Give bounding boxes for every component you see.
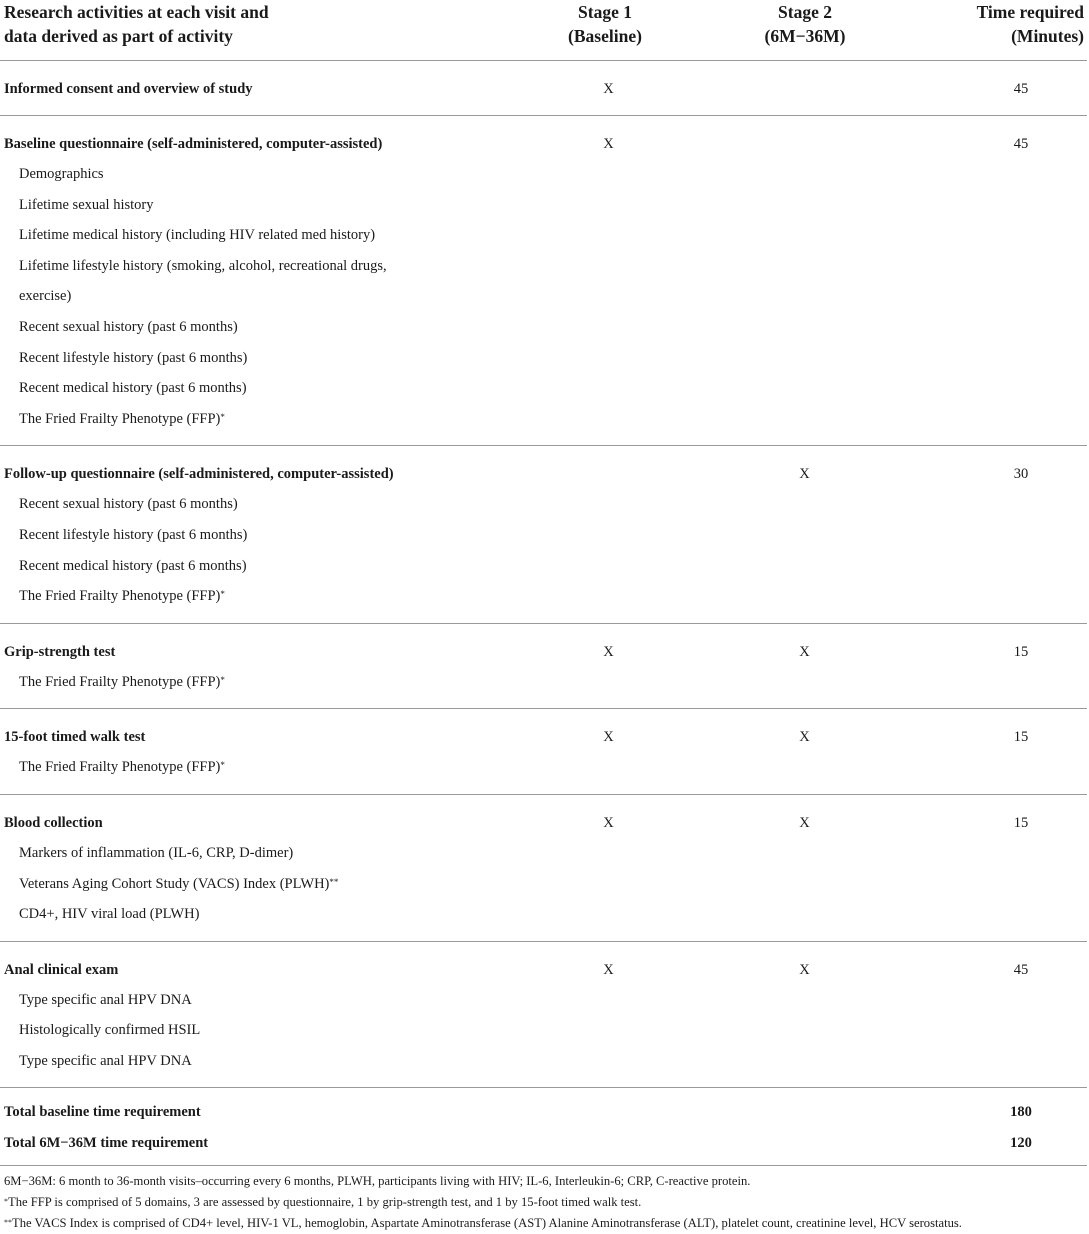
- vacs-footnote-mark: **: [329, 876, 339, 887]
- table-row: [0, 899, 1087, 941]
- header-stage2-line1: Stage 2: [778, 2, 832, 22]
- total-label: Total 6M−36M time requirement: [4, 1134, 209, 1151]
- table-row: [0, 220, 1087, 251]
- vacs-note-mark: **: [4, 1218, 12, 1228]
- activity-group-followup-questionnaire: [0, 446, 1087, 623]
- time-required: 30: [1013, 466, 1029, 483]
- header-stage2-line2: (6M−36M): [764, 26, 846, 46]
- totals-section: [0, 1088, 1087, 1166]
- table-row: [0, 623, 1087, 667]
- abbreviations-note: 6M−36M: 6 month to 36-month visits–occurring every 6 months, PLWH, participants living with HIV; IL-6, Interleukin-6; CRP, C-reactive protein.: [4, 1174, 751, 1189]
- activity-title: Blood collection: [4, 814, 103, 831]
- activity-title: Informed consent and overview of study: [4, 81, 253, 97]
- vacs-note-text: The VACS Index is comprised of CD4+ level, HIV-1 VL, hemoglobin, Aspartate Aminotransferase (AST) Alanine Aminotransferase (ALT), platelet count, creatinine level, HCV serostatus.: [12, 1216, 962, 1231]
- table-row: [0, 343, 1087, 374]
- stage1-mark: X: [603, 961, 614, 978]
- data-item-text: The Fried Frailty Phenotype (FFP): [19, 759, 221, 776]
- data-item-text: The Fried Frailty Phenotype (FFP): [19, 673, 221, 690]
- table-row: [0, 1046, 1087, 1088]
- table-footnotes: [0, 1166, 1087, 1234]
- header-stage1-line2: (Baseline): [568, 26, 642, 46]
- stage1-mark: X: [603, 81, 614, 97]
- stage1-mark: X: [603, 136, 614, 152]
- data-item: Lifetime medical history (including HIV related med history): [19, 227, 376, 244]
- activity-group-anal-clinical-exam: [0, 941, 1087, 1088]
- activity-group-timed-walk: [0, 709, 1087, 795]
- table-row: [0, 312, 1087, 343]
- data-item: [0, 752, 1087, 794]
- stage2-mark: X: [799, 729, 810, 746]
- ffp-footnote-mark: *: [220, 760, 225, 771]
- activity-title: Baseline questionnaire (self-administered, computer-assisted): [4, 136, 383, 152]
- stage1-mark: X: [603, 814, 614, 831]
- total-value: 120: [1010, 1134, 1032, 1151]
- table-row: [0, 985, 1087, 1016]
- table-row: [0, 752, 1087, 794]
- table-row: [0, 489, 1087, 520]
- table-row: [0, 159, 1087, 190]
- stage1-mark: X: [603, 643, 614, 660]
- activity-title: Follow-up questionnaire (self-administered, computer-assisted): [4, 466, 394, 483]
- data-item: exercise): [19, 288, 72, 305]
- stage2-mark: [670, 61, 940, 116]
- ffp-note-text: The FFP is comprised of 5 domains, 3 are assessed by questionnaire, 1 by grip-strength test, and 1 by 15-foot timed walk test.: [8, 1195, 642, 1210]
- stage2-mark: X: [799, 466, 810, 483]
- activity-title: Anal clinical exam: [4, 961, 119, 978]
- header-stage2: [670, 0, 940, 61]
- header-activity-line1: Research activities at each visit and: [4, 2, 269, 22]
- table-row: [0, 581, 1087, 623]
- data-item: Recent lifestyle history (past 6 months): [19, 526, 248, 543]
- data-item: [0, 667, 1087, 709]
- table-row: [0, 551, 1087, 582]
- table-row: [0, 251, 1087, 282]
- ffp-note: [4, 1192, 1085, 1213]
- table-row: [0, 116, 1087, 160]
- data-item-text: Veterans Aging Cohort Study (VACS) Index (PLWH): [19, 875, 330, 892]
- stage2-mark: [670, 116, 940, 160]
- ffp-footnote-mark: *: [220, 674, 225, 685]
- table-row: [0, 667, 1087, 709]
- table-row: [0, 709, 1087, 753]
- time-required: 45: [1013, 961, 1029, 978]
- table-row: [0, 838, 1087, 869]
- data-item-text: The Fried Frailty Phenotype (FFP): [19, 588, 221, 605]
- table-row: [0, 869, 1087, 900]
- time-required: 15: [1013, 729, 1029, 746]
- data-item: Lifetime sexual history: [19, 196, 154, 213]
- activity-group-blood-collection: [0, 794, 1087, 941]
- time-required: 15: [1013, 814, 1029, 831]
- ffp-note-mark: *: [4, 1197, 8, 1207]
- data-item: Recent lifestyle history (past 6 months): [19, 349, 248, 366]
- header-stage1: [540, 0, 670, 61]
- activity-group-grip-strength: [0, 623, 1087, 709]
- data-item: Type specific anal HPV DNA: [19, 1052, 192, 1069]
- data-item: Demographics: [19, 166, 104, 182]
- vacs-note: [4, 1213, 1085, 1234]
- data-item: [0, 581, 1087, 623]
- data-item-text: The Fried Frailty Phenotype (FFP): [19, 410, 221, 427]
- header-activity: [0, 0, 540, 61]
- time-required: 45: [1013, 81, 1029, 97]
- table-row: [0, 520, 1087, 551]
- table-row: [0, 190, 1087, 221]
- table-row: [0, 941, 1087, 985]
- data-item: Markers of inflammation (IL-6, CRP, D-dimer): [19, 844, 294, 861]
- activity-title: Grip-strength test: [4, 643, 116, 660]
- header-activity-line2: data derived as part of activity: [4, 26, 233, 46]
- table-row: [0, 61, 1087, 116]
- table-row: [0, 1015, 1087, 1046]
- header-stage1-line1: Stage 1: [578, 2, 632, 22]
- time-required: 45: [1013, 136, 1029, 152]
- stage2-mark: X: [799, 643, 810, 660]
- table-row: [0, 373, 1087, 404]
- table-header: [0, 0, 1087, 61]
- data-item: Histologically confirmed HSIL: [19, 1022, 201, 1039]
- total-row-followup: [0, 1128, 1087, 1166]
- data-item: Recent sexual history (past 6 months): [19, 496, 238, 513]
- table-row: [0, 281, 1087, 312]
- stage2-mark: X: [799, 961, 810, 978]
- table-row: [0, 794, 1087, 838]
- stage2-mark: X: [799, 814, 810, 831]
- activity-group-baseline-questionnaire: [0, 116, 1087, 446]
- time-required: 15: [1013, 643, 1029, 660]
- ffp-footnote-mark: *: [220, 589, 225, 600]
- total-row-baseline: [0, 1088, 1087, 1128]
- header-time: [940, 0, 1087, 61]
- ffp-footnote-mark: *: [220, 411, 225, 422]
- stage1-mark: X: [603, 729, 614, 746]
- activity-group-informed-consent: [0, 61, 1087, 116]
- data-item: [0, 869, 1087, 900]
- header-time-line1: Time required: [976, 2, 1084, 22]
- header-time-line2: (Minutes): [1011, 26, 1084, 46]
- data-item: [0, 404, 1087, 446]
- stage1-mark: [540, 446, 670, 490]
- table-row: [0, 404, 1087, 446]
- total-label: Total baseline time requirement: [4, 1104, 201, 1121]
- data-item: Recent medical history (past 6 months): [19, 557, 247, 574]
- total-value: 180: [1010, 1104, 1032, 1121]
- table-row: [0, 446, 1087, 490]
- data-item: Recent medical history (past 6 months): [19, 380, 247, 397]
- data-item: Type specific anal HPV DNA: [19, 991, 192, 1008]
- data-item: CD4+, HIV viral load (PLWH): [19, 906, 200, 923]
- data-item: Lifetime lifestyle history (smoking, alcohol, recreational drugs,: [19, 257, 387, 274]
- data-item: Recent sexual history (past 6 months): [19, 318, 238, 335]
- activity-title: 15-foot timed walk test: [4, 729, 146, 746]
